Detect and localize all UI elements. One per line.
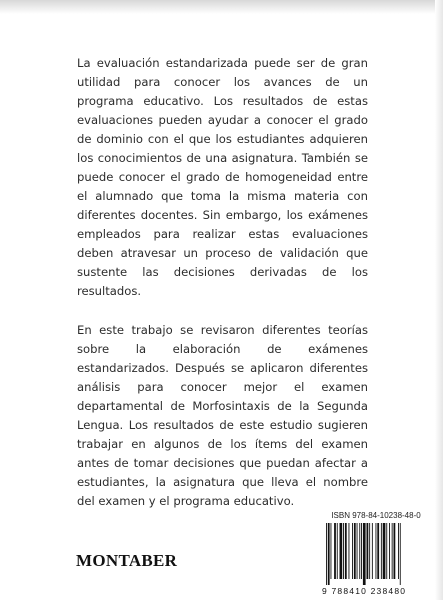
barcode-icon (322, 523, 430, 585)
back-cover-synopsis (77, 54, 368, 531)
top-edge-shadow (0, 0, 443, 14)
barcode-digits: 9 788410 238480 (322, 586, 407, 596)
isbn-label: ISBN 978-84-10238-48-0 (331, 511, 421, 520)
right-edge-shadow (435, 0, 443, 600)
synopsis-paragraph-1: La evaluación estandarizada puede ser de gran utilidad para conocer los avances de un programa educativo. Los resultados de estas evaluaciones pueden ayudar a conocer el grado de dominio con el que los estudiantes adquieren los conocimientos de una asignatura. También se puede conocer el grado de homogeneidad entre el alumnado que toma la misma materia con diferentes docentes. Sin embargo, los exámenes empleados para realizar estas evaluaciones deben atravesar un proceso de validación que sustente las decisiones derivadas de los resultados. (77, 56, 368, 298)
publisher-logo: MONTABER (76, 551, 178, 570)
synopsis-paragraph-2: En este trabajo se revisaron diferentes teorías sobre la elaboración de exámenes estandarizados. Después se aplicaron diferentes análisis para conocer mejor el examen departamental de Morfosintaxis de la Segunda Lengua. Los resultados de este estudio sugieren trabajar en algunos de los ítems del examen antes de tomar decisiones que puedan afectar a estudiantes, la asignatura que lleva el nombre del examen y el programa educativo. (77, 323, 368, 508)
isbn-barcode-block (322, 511, 430, 596)
